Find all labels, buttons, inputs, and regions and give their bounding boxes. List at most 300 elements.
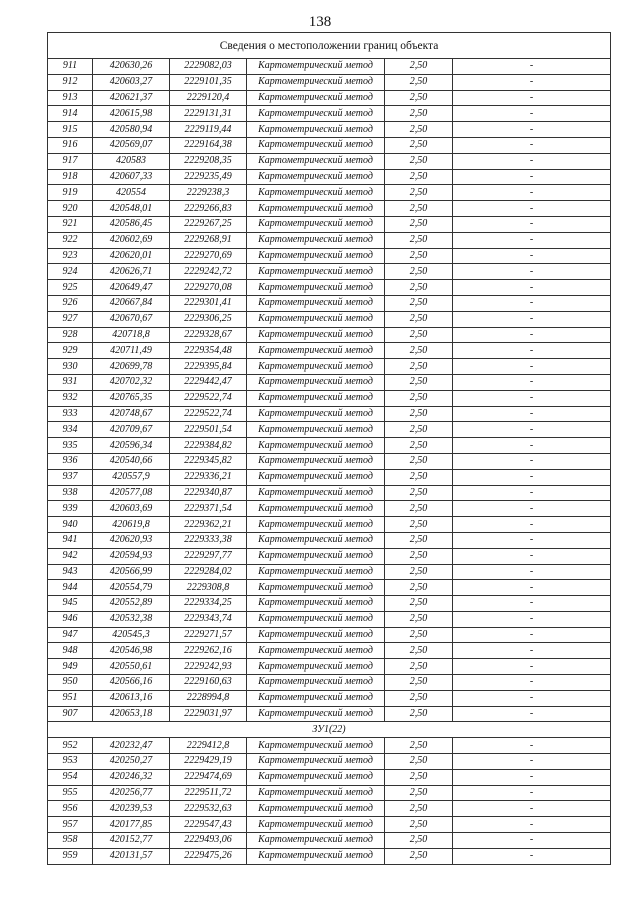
x-coordinate: 420670,67	[93, 311, 170, 327]
table-row	[48, 801, 611, 817]
description: -	[453, 596, 611, 612]
method: Картометрический метод	[247, 738, 385, 754]
x-coordinate: 420256,77	[93, 785, 170, 801]
method: Картометрический метод	[247, 90, 385, 106]
point-number: 921	[48, 216, 93, 232]
y-coordinate: 2229532,63	[170, 801, 247, 817]
precision: 2,50	[385, 675, 453, 691]
description: -	[453, 201, 611, 217]
method: Картометрический метод	[247, 706, 385, 722]
x-coordinate: 420177,85	[93, 817, 170, 833]
x-coordinate: 420626,71	[93, 264, 170, 280]
x-coordinate: 420711,49	[93, 343, 170, 359]
y-coordinate: 2229371,54	[170, 501, 247, 517]
y-coordinate: 2229242,93	[170, 659, 247, 675]
y-coordinate: 2229082,03	[170, 59, 247, 75]
description: -	[453, 106, 611, 122]
description: -	[453, 532, 611, 548]
point-number: 918	[48, 169, 93, 185]
y-coordinate: 2229412,8	[170, 738, 247, 754]
method: Картометрический метод	[247, 690, 385, 706]
description: -	[453, 359, 611, 375]
method: Картометрический метод	[247, 596, 385, 612]
x-coordinate: 420246,32	[93, 769, 170, 785]
table-row	[48, 295, 611, 311]
method: Картометрический метод	[247, 59, 385, 75]
description: -	[453, 74, 611, 90]
table-row	[48, 74, 611, 90]
precision: 2,50	[385, 690, 453, 706]
point-number: 942	[48, 548, 93, 564]
precision: 2,50	[385, 532, 453, 548]
table-row	[48, 453, 611, 469]
table-row	[48, 122, 611, 138]
precision: 2,50	[385, 754, 453, 770]
description: -	[453, 374, 611, 390]
table-row	[48, 248, 611, 264]
y-coordinate: 2229362,21	[170, 517, 247, 533]
table-row	[48, 706, 611, 722]
point-number: 926	[48, 295, 93, 311]
table-row	[48, 311, 611, 327]
y-coordinate: 2229333,38	[170, 532, 247, 548]
point-number: 912	[48, 74, 93, 90]
method: Картометрический метод	[247, 532, 385, 548]
description: -	[453, 438, 611, 454]
precision: 2,50	[385, 548, 453, 564]
method: Картометрический метод	[247, 359, 385, 375]
method: Картометрический метод	[247, 201, 385, 217]
x-coordinate: 420718,8	[93, 327, 170, 343]
table-row	[48, 548, 611, 564]
point-number: 933	[48, 406, 93, 422]
table-row	[48, 785, 611, 801]
table-row	[48, 264, 611, 280]
description: -	[453, 643, 611, 659]
method: Картометрический метод	[247, 833, 385, 849]
point-number: 929	[48, 343, 93, 359]
method: Картометрический метод	[247, 769, 385, 785]
point-number: 951	[48, 690, 93, 706]
table-row	[48, 469, 611, 485]
table-row	[48, 485, 611, 501]
point-number: 959	[48, 848, 93, 864]
precision: 2,50	[385, 311, 453, 327]
description: -	[453, 817, 611, 833]
y-coordinate: 2229522,74	[170, 406, 247, 422]
point-number: 934	[48, 422, 93, 438]
point-number: 948	[48, 643, 93, 659]
y-coordinate: 2229343,74	[170, 611, 247, 627]
title-row	[48, 33, 611, 59]
y-coordinate: 2229511,72	[170, 785, 247, 801]
y-coordinate: 2229238,3	[170, 185, 247, 201]
description: -	[453, 248, 611, 264]
y-coordinate: 2229120,4	[170, 90, 247, 106]
point-number: 924	[48, 264, 93, 280]
x-coordinate: 420699,78	[93, 359, 170, 375]
precision: 2,50	[385, 706, 453, 722]
description: -	[453, 422, 611, 438]
x-coordinate: 420667,84	[93, 295, 170, 311]
precision: 2,50	[385, 106, 453, 122]
description: -	[453, 754, 611, 770]
method: Картометрический метод	[247, 785, 385, 801]
description: -	[453, 137, 611, 153]
table-title: Сведения о местоположении границ объекта	[48, 33, 611, 59]
point-number: 943	[48, 564, 93, 580]
method: Картометрический метод	[247, 817, 385, 833]
y-coordinate: 2229270,69	[170, 248, 247, 264]
x-coordinate: 420577,08	[93, 485, 170, 501]
table-row	[48, 359, 611, 375]
method: Картометрический метод	[247, 74, 385, 90]
description: -	[453, 264, 611, 280]
precision: 2,50	[385, 611, 453, 627]
x-coordinate: 420603,69	[93, 501, 170, 517]
description: -	[453, 59, 611, 75]
point-number: 932	[48, 390, 93, 406]
method: Картометрический метод	[247, 675, 385, 691]
precision: 2,50	[385, 74, 453, 90]
precision: 2,50	[385, 153, 453, 169]
description: -	[453, 185, 611, 201]
x-coordinate: 420552,89	[93, 596, 170, 612]
point-number: 935	[48, 438, 93, 454]
point-number: 953	[48, 754, 93, 770]
x-coordinate: 420131,57	[93, 848, 170, 864]
table-row	[48, 406, 611, 422]
table-row	[48, 643, 611, 659]
description: -	[453, 390, 611, 406]
y-coordinate: 2229336,21	[170, 469, 247, 485]
table-row	[48, 833, 611, 849]
table-row	[48, 675, 611, 691]
precision: 2,50	[385, 327, 453, 343]
description: -	[453, 690, 611, 706]
x-coordinate: 420545,3	[93, 627, 170, 643]
y-coordinate: 2229354,48	[170, 343, 247, 359]
point-number: 930	[48, 359, 93, 375]
point-number: 907	[48, 706, 93, 722]
point-number: 955	[48, 785, 93, 801]
description: -	[453, 738, 611, 754]
precision: 2,50	[385, 453, 453, 469]
description: -	[453, 122, 611, 138]
y-coordinate: 2229301,41	[170, 295, 247, 311]
precision: 2,50	[385, 659, 453, 675]
y-coordinate: 2229131,31	[170, 106, 247, 122]
x-coordinate: 420649,47	[93, 280, 170, 296]
point-number: 916	[48, 137, 93, 153]
precision: 2,50	[385, 801, 453, 817]
table-row	[48, 580, 611, 596]
y-coordinate: 2229284,02	[170, 564, 247, 580]
precision: 2,50	[385, 59, 453, 75]
table-row	[48, 596, 611, 612]
section-label: ЗУ1(22)	[48, 722, 611, 738]
x-coordinate: 420607,33	[93, 169, 170, 185]
description: -	[453, 659, 611, 675]
method: Картометрический метод	[247, 848, 385, 864]
y-coordinate: 2229270,08	[170, 280, 247, 296]
description: -	[453, 769, 611, 785]
point-number: 931	[48, 374, 93, 390]
x-coordinate: 420152,77	[93, 833, 170, 849]
method: Картометрический метод	[247, 153, 385, 169]
x-coordinate: 420765,35	[93, 390, 170, 406]
description: -	[453, 295, 611, 311]
y-coordinate: 2229242,72	[170, 264, 247, 280]
x-coordinate: 420596,34	[93, 438, 170, 454]
x-coordinate: 420702,32	[93, 374, 170, 390]
point-number: 927	[48, 311, 93, 327]
x-coordinate: 420580,94	[93, 122, 170, 138]
y-coordinate: 2229208,35	[170, 153, 247, 169]
description: -	[453, 675, 611, 691]
table-row	[48, 153, 611, 169]
point-number: 940	[48, 517, 93, 533]
section-row	[48, 722, 611, 738]
point-number: 911	[48, 59, 93, 75]
x-coordinate: 420586,45	[93, 216, 170, 232]
description: -	[453, 485, 611, 501]
y-coordinate: 2229235,49	[170, 169, 247, 185]
y-coordinate: 2229442,47	[170, 374, 247, 390]
x-coordinate: 420615,98	[93, 106, 170, 122]
point-number: 949	[48, 659, 93, 675]
y-coordinate: 2229345,82	[170, 453, 247, 469]
point-number: 954	[48, 769, 93, 785]
precision: 2,50	[385, 201, 453, 217]
table-row	[48, 201, 611, 217]
y-coordinate: 2229474,69	[170, 769, 247, 785]
table-row	[48, 754, 611, 770]
y-coordinate: 2229395,84	[170, 359, 247, 375]
y-coordinate: 2229268,91	[170, 232, 247, 248]
method: Картометрический метод	[247, 501, 385, 517]
method: Картометрический метод	[247, 438, 385, 454]
y-coordinate: 2229262,16	[170, 643, 247, 659]
point-number: 939	[48, 501, 93, 517]
description: -	[453, 169, 611, 185]
method: Картометрический метод	[247, 422, 385, 438]
table-row	[48, 659, 611, 675]
x-coordinate: 420566,99	[93, 564, 170, 580]
method: Картометрический метод	[247, 406, 385, 422]
point-number: 938	[48, 485, 93, 501]
method: Картометрический метод	[247, 374, 385, 390]
precision: 2,50	[385, 580, 453, 596]
point-number: 956	[48, 801, 93, 817]
y-coordinate: 2229306,25	[170, 311, 247, 327]
precision: 2,50	[385, 264, 453, 280]
x-coordinate: 420583	[93, 153, 170, 169]
method: Картометрический метод	[247, 122, 385, 138]
point-number: 919	[48, 185, 93, 201]
method: Картометрический метод	[247, 564, 385, 580]
description: -	[453, 469, 611, 485]
table-row	[48, 90, 611, 106]
page-number: 138	[308, 14, 332, 30]
description: -	[453, 406, 611, 422]
method: Картометрический метод	[247, 106, 385, 122]
precision: 2,50	[385, 817, 453, 833]
y-coordinate: 2229297,77	[170, 548, 247, 564]
table-row	[48, 216, 611, 232]
point-number: 915	[48, 122, 93, 138]
y-coordinate: 2229340,87	[170, 485, 247, 501]
description: -	[453, 216, 611, 232]
table-row	[48, 817, 611, 833]
y-coordinate: 2229547,43	[170, 817, 247, 833]
description: -	[453, 706, 611, 722]
precision: 2,50	[385, 501, 453, 517]
table-row	[48, 611, 611, 627]
method: Картометрический метод	[247, 627, 385, 643]
point-number: 922	[48, 232, 93, 248]
point-number: 957	[48, 817, 93, 833]
point-number: 917	[48, 153, 93, 169]
table-row	[48, 438, 611, 454]
description: -	[453, 611, 611, 627]
y-coordinate: 2228994,8	[170, 690, 247, 706]
point-number: 928	[48, 327, 93, 343]
method: Картометрический метод	[247, 185, 385, 201]
x-coordinate: 420540,66	[93, 453, 170, 469]
y-coordinate: 2229164,38	[170, 137, 247, 153]
table-row	[48, 422, 611, 438]
y-coordinate: 2229266,83	[170, 201, 247, 217]
description: -	[453, 232, 611, 248]
point-number: 941	[48, 532, 93, 548]
precision: 2,50	[385, 422, 453, 438]
precision: 2,50	[385, 485, 453, 501]
point-number: 937	[48, 469, 93, 485]
x-coordinate: 420621,37	[93, 90, 170, 106]
precision: 2,50	[385, 390, 453, 406]
y-coordinate: 2229160,63	[170, 675, 247, 691]
y-coordinate: 2229101,35	[170, 74, 247, 90]
precision: 2,50	[385, 359, 453, 375]
description: -	[453, 517, 611, 533]
x-coordinate: 420554,79	[93, 580, 170, 596]
precision: 2,50	[385, 169, 453, 185]
point-number: 946	[48, 611, 93, 627]
table-row	[48, 343, 611, 359]
table-row	[48, 59, 611, 75]
y-coordinate: 2229334,25	[170, 596, 247, 612]
description: -	[453, 153, 611, 169]
description: -	[453, 501, 611, 517]
point-number: 925	[48, 280, 93, 296]
precision: 2,50	[385, 137, 453, 153]
precision: 2,50	[385, 90, 453, 106]
method: Картометрический метод	[247, 264, 385, 280]
precision: 2,50	[385, 406, 453, 422]
y-coordinate: 2229308,8	[170, 580, 247, 596]
method: Картометрический метод	[247, 580, 385, 596]
method: Картометрический метод	[247, 137, 385, 153]
x-coordinate: 420630,26	[93, 59, 170, 75]
x-coordinate: 420232,47	[93, 738, 170, 754]
x-coordinate: 420546,98	[93, 643, 170, 659]
method: Картометрический метод	[247, 548, 385, 564]
x-coordinate: 420566,16	[93, 675, 170, 691]
table-row	[48, 169, 611, 185]
y-coordinate: 2229031,97	[170, 706, 247, 722]
precision: 2,50	[385, 469, 453, 485]
table-row	[48, 517, 611, 533]
point-number: 944	[48, 580, 93, 596]
description: -	[453, 801, 611, 817]
point-number: 920	[48, 201, 93, 217]
method: Картометрический метод	[247, 169, 385, 185]
x-coordinate: 420557,9	[93, 469, 170, 485]
precision: 2,50	[385, 232, 453, 248]
table-row	[48, 106, 611, 122]
precision: 2,50	[385, 643, 453, 659]
x-coordinate: 420594,93	[93, 548, 170, 564]
x-coordinate: 420620,93	[93, 532, 170, 548]
precision: 2,50	[385, 769, 453, 785]
precision: 2,50	[385, 185, 453, 201]
description: -	[453, 848, 611, 864]
table-row	[48, 280, 611, 296]
y-coordinate: 2229522,74	[170, 390, 247, 406]
table-row	[48, 848, 611, 864]
table-row	[48, 327, 611, 343]
x-coordinate: 420602,69	[93, 232, 170, 248]
x-coordinate: 420620,01	[93, 248, 170, 264]
table-row	[48, 390, 611, 406]
description: -	[453, 311, 611, 327]
precision: 2,50	[385, 627, 453, 643]
point-number: 936	[48, 453, 93, 469]
method: Картометрический метод	[247, 643, 385, 659]
method: Картометрический метод	[247, 280, 385, 296]
x-coordinate: 420250,27	[93, 754, 170, 770]
y-coordinate: 2229429,19	[170, 754, 247, 770]
description: -	[453, 833, 611, 849]
x-coordinate: 420569,07	[93, 137, 170, 153]
x-coordinate: 420748,67	[93, 406, 170, 422]
x-coordinate: 420554	[93, 185, 170, 201]
point-number: 945	[48, 596, 93, 612]
y-coordinate: 2229267,25	[170, 216, 247, 232]
point-number: 950	[48, 675, 93, 691]
method: Картометрический метод	[247, 517, 385, 533]
point-number: 947	[48, 627, 93, 643]
precision: 2,50	[385, 248, 453, 264]
x-coordinate: 420550,61	[93, 659, 170, 675]
precision: 2,50	[385, 122, 453, 138]
method: Картометрический метод	[247, 327, 385, 343]
y-coordinate: 2229475,26	[170, 848, 247, 864]
precision: 2,50	[385, 343, 453, 359]
point-number: 913	[48, 90, 93, 106]
precision: 2,50	[385, 738, 453, 754]
precision: 2,50	[385, 280, 453, 296]
table-row	[48, 738, 611, 754]
method: Картометрический метод	[247, 390, 385, 406]
x-coordinate: 420532,38	[93, 611, 170, 627]
x-coordinate: 420709,67	[93, 422, 170, 438]
x-coordinate: 420239,53	[93, 801, 170, 817]
precision: 2,50	[385, 564, 453, 580]
description: -	[453, 548, 611, 564]
x-coordinate: 420548,01	[93, 201, 170, 217]
